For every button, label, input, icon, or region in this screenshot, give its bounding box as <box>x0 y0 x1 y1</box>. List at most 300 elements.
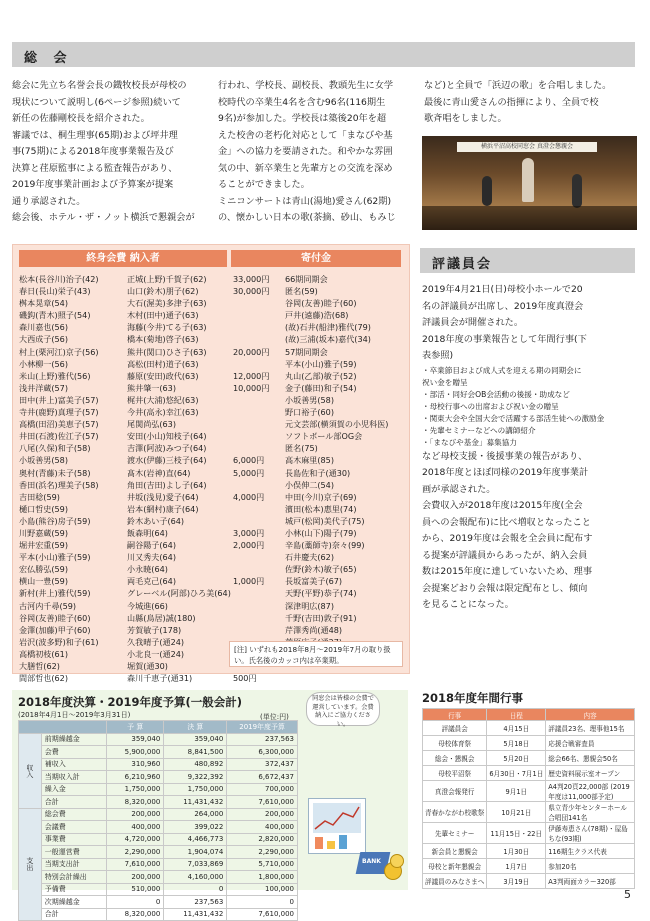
sokai-text-line: ることができました。 <box>218 179 310 190</box>
giin-text-line: 員への会報配布)に比べ増収となったこと <box>422 516 591 528</box>
members-box <box>12 244 410 684</box>
budget-cell: 200,000 <box>107 871 164 884</box>
member-name: 尾関尚弘(63) <box>127 419 176 430</box>
nenkan-cell: 1月7日 <box>487 859 546 874</box>
giin-text-line: 数は2015年度に達していないため、理事 <box>422 566 593 577</box>
giin-bullet: ・関東大会や全国大会で活躍する部活生徒への激励金 <box>422 413 605 423</box>
spacer <box>233 624 285 636</box>
sokai-text-line: 事(75期)による2018年度事業報告及び <box>12 146 174 157</box>
member-name: 久我晴子(通24) <box>127 636 185 647</box>
member-name: グレーベル(阿部)ひろ美(64) <box>127 588 231 599</box>
member-name: 海藤(今井)てる子(63) <box>127 322 207 333</box>
budget-cell: 1,750,000 <box>107 783 164 796</box>
giin-text-line: る提案が評議員からあったが、納入会員 <box>422 549 588 561</box>
member-name: 川野嘉蔵(59) <box>19 527 68 538</box>
giin-bullet: 祝い金を贈呈 <box>422 377 468 387</box>
budget-row <box>19 733 298 746</box>
sokai-column-2 <box>218 78 418 227</box>
spacer <box>233 600 285 612</box>
spacer <box>233 612 285 624</box>
sokai-text-line: 校時代の卒業生4名を含む96名(116期生 <box>218 96 386 108</box>
budget-cell: 会議費 <box>41 821 107 834</box>
nenkan-cell: A4判20頁22,000部 (2019年度は11,000部予定) <box>546 781 635 802</box>
budget-cell: 当期収入計 <box>41 771 107 784</box>
budget-title: 2018年度決算・2019年度予算(一般会計) <box>18 695 243 709</box>
giin-text-line: 2018年度の事業報告として年間行事(下 <box>422 333 587 345</box>
nenkan-cell: 3月19日 <box>487 874 546 889</box>
member-name: 今井(高永)幸江(63) <box>127 407 199 418</box>
budget-cell: 次期繰越金 <box>41 896 107 909</box>
budget-cell: 0 <box>227 896 298 909</box>
nenkan-cell: 伊藤寿恵さん(78期)・屋島ちな(93期) <box>546 823 635 844</box>
bank-label: BANK <box>362 858 381 865</box>
lifetime-fee-header: 終身会費 納入者 <box>19 250 227 267</box>
budget-row <box>19 758 298 771</box>
spacer <box>233 442 285 454</box>
member-name: 高橋初枝(61) <box>19 648 68 659</box>
member-name: 高橋(田沼)美恵子(57) <box>19 419 99 430</box>
spacer <box>233 418 285 430</box>
member-name: 奥村(青藤)未子(58) <box>19 467 91 478</box>
donor-name: 57期同期会 <box>285 346 328 357</box>
budget-row <box>19 908 298 921</box>
budget-cell: 200,000 <box>107 808 164 821</box>
sokai-text-line: など)と全員で「浜辺の歌」を合唱しました。 <box>424 80 612 91</box>
budget-table-wrap <box>18 720 298 921</box>
donation-amount: 12,000円 <box>233 370 270 381</box>
member-name: 岩本(網村)康子(64) <box>127 503 199 514</box>
budget-cell: 9,322,392 <box>164 771 227 784</box>
donor-name: 天野(平野)恭子(74) <box>285 588 357 599</box>
budget-row <box>19 746 298 759</box>
budget-row <box>19 846 298 859</box>
giin-text-line: 2019年4月21日(日)母校小ホールで20 <box>422 284 583 295</box>
spacer <box>233 309 285 321</box>
member-name: 飯森明(64) <box>127 527 168 538</box>
budget-unit: (単位:円) <box>260 713 289 721</box>
chart-bar <box>327 841 335 849</box>
budget-cell: 359,040 <box>164 733 227 746</box>
lifetime-fee-list-2 <box>127 273 233 684</box>
donation-amount: 3,000円 <box>233 527 265 538</box>
member-name: 森川千恵子(通31) <box>127 673 193 684</box>
nenkan-row <box>423 859 635 874</box>
member-name: 熊井肇一(63) <box>127 382 176 393</box>
member-name: 安田(小山)知枝子(64) <box>127 431 207 442</box>
nenkan-row <box>423 823 635 844</box>
budget-cell: 前期繰越金 <box>41 733 107 746</box>
sokai-text-line: 総会後、ホテル・ザ・ノット横浜で懇親会が <box>12 212 195 223</box>
donor-name: 野口裕子(60) <box>285 407 334 418</box>
budget-cell: 特別会計繰出 <box>41 871 107 884</box>
member-name: 間部哲也(62) <box>19 673 68 684</box>
sokai-text-line: 最後に青山愛さんの指揮により、全員で校 <box>424 96 599 108</box>
header-blank <box>19 721 107 734</box>
nenkan-cell: 総会・懇親会 <box>423 751 487 766</box>
donor-name: 小俣伸二(54) <box>285 479 334 490</box>
budget-category: 収入 <box>19 733 42 808</box>
donor-name: 城戸(松岡)美代子(75) <box>285 515 365 526</box>
donor-name: ソフトボール部OG会 <box>285 431 363 442</box>
member-name: 宏仏勝弘(59) <box>19 564 68 575</box>
member-name: 高松(田村)道子(63) <box>127 358 199 369</box>
budget-cell: 400,000 <box>107 821 164 834</box>
bank-illustration <box>356 850 404 880</box>
budget-cell: 2,290,000 <box>227 846 298 859</box>
member-name: 堀井宏重(59) <box>19 540 68 551</box>
budget-row <box>19 858 298 871</box>
nenkan-cell: 1月30日 <box>487 844 546 859</box>
donation-amount: 6,000円 <box>233 455 265 466</box>
nenkan-cell: 参加20名 <box>546 859 635 874</box>
donation-amounts <box>233 273 285 684</box>
donor-name: 高木麻里(85) <box>285 455 334 466</box>
spacer <box>233 430 285 442</box>
giin-bullet: ・部活・同好会OB会活動の後援・助成など <box>422 389 570 399</box>
sokai-text-line: 行われ、学校長、副校長、教頭先生に女学 <box>218 80 394 91</box>
nenkan-row <box>423 844 635 859</box>
donor-name: 金子(藤田)和子(54) <box>285 382 357 393</box>
nenkan-cell: 評議員23名、理事他15名 <box>546 721 635 736</box>
nenkan-cell: 県立青少年センターホール 合唱団141名 <box>546 802 635 823</box>
budget-cell: 6,300,000 <box>227 746 298 759</box>
giin-text-line: 評議員会が開催された。 <box>422 317 524 328</box>
giin-text-line: から、2019年度は会報を全会員に配布す <box>422 533 593 544</box>
nenkan-column-header: 内容 <box>546 709 635 721</box>
budget-row <box>19 871 298 884</box>
member-name: 樋口哲史(59) <box>19 503 68 514</box>
spacer <box>233 563 285 575</box>
member-name: 磯鈎(青木)照子(54) <box>19 310 91 321</box>
member-name: 橋本(菊地)啓子(63) <box>127 334 199 345</box>
nenkan-cell: 総会66名、懇親会50名 <box>546 751 635 766</box>
budget-cell: 8,841,500 <box>164 746 227 759</box>
budget-cell: 7,610,000 <box>227 796 298 809</box>
member-name: 小島(熊谷)房子(59) <box>19 515 91 526</box>
note-label: [注] <box>234 645 247 654</box>
sokai-text-line: 決算と荏原監事による監査報告があり、 <box>12 162 178 174</box>
budget-table <box>18 720 298 921</box>
budget-cell: 400,000 <box>227 821 298 834</box>
singer-figure <box>522 158 534 202</box>
donor-name: 谷岡(友善)睦子(60) <box>285 298 357 309</box>
donor-name: 芹澤秀尚(通48) <box>285 624 343 635</box>
budget-cell: 8,320,000 <box>107 796 164 809</box>
nenkan-row <box>423 751 635 766</box>
budget-row <box>19 883 298 896</box>
donor-list <box>285 273 405 648</box>
nenkan-cell: 10月21日 <box>487 802 546 823</box>
member-name: 小永暁(64) <box>127 564 168 575</box>
member-name: 松本(長谷川)治子(42) <box>19 274 99 284</box>
spacer <box>233 551 285 563</box>
donation-amount: 1,000円 <box>233 576 265 587</box>
donation-amount: 33,000円 <box>233 274 270 284</box>
note-text: いずれも2018年8月〜2019年7月の取り扱い。氏名後のカッコ内は卒業期。 <box>234 645 391 665</box>
nenkan-cell: 評議員会 <box>423 721 487 736</box>
budget-cell: 7,610,000 <box>227 908 298 921</box>
budget-cell: 237,563 <box>227 733 298 746</box>
giin-text-line: 会費収入が2018年度は2015年度(全会 <box>422 500 583 511</box>
budget-cell: 総会費 <box>41 808 107 821</box>
nenkan-row <box>423 874 635 889</box>
donor-name: 66期同期会 <box>285 274 328 284</box>
budget-cell: 100,000 <box>227 883 298 896</box>
lifetime-fee-list-1 <box>19 273 127 684</box>
donor-name: 千野(吉田)敦子(91) <box>285 612 357 623</box>
budget-cell: 補収入 <box>41 758 107 771</box>
budget-cell: 1,750,000 <box>164 783 227 796</box>
nenkan-table-wrap <box>422 708 635 889</box>
nenkan-column-header: 行事 <box>423 709 487 721</box>
budget-column-header: 予 算 <box>107 721 164 734</box>
donation-header: 寄付金 <box>231 250 401 267</box>
spacer <box>233 503 285 515</box>
member-name: 両毛克己(64) <box>127 576 176 587</box>
nenkan-cell: 4月15日 <box>487 721 546 736</box>
member-name: 正城(上野)千賀子(62) <box>127 274 207 284</box>
trend-line-icon <box>313 803 361 833</box>
giin-bullet: ・母校行事への出席および祝い金の贈呈 <box>422 401 559 411</box>
budget-row <box>19 796 298 809</box>
budget-cell: 237,563 <box>164 896 227 909</box>
budget-cell: 予備費 <box>41 883 107 896</box>
member-name: 田中(井上)富美子(57) <box>19 394 99 405</box>
members-note <box>229 641 403 667</box>
member-name: 小林柳一(56) <box>19 358 68 369</box>
member-name: 岩沢(波多野)和子(61) <box>19 636 99 647</box>
budget-cell: 会費 <box>41 746 107 759</box>
donor-name: 丸山(乙部)敏子(52) <box>285 370 357 381</box>
donor-name: 小坂善男(58) <box>285 394 334 405</box>
member-name: 藤原(安田)政代(63) <box>127 370 199 381</box>
sokai-text-line: の、懐かしい日本の歌(茶摘、砂山、もみじ <box>218 212 396 223</box>
guest-figure <box>572 174 582 208</box>
member-name: 平本(小山)雅子(59) <box>19 552 91 563</box>
sokai-text-line: 金」への協力を要請された。和やかな雰囲 <box>218 146 393 157</box>
spacer <box>233 297 285 309</box>
nenkan-cell: 9月1日 <box>487 781 546 802</box>
giin-text-line: 2018年度とほぼ同様の2019年度事業計 <box>422 467 589 478</box>
donation-amount: 20,000円 <box>233 346 270 357</box>
page-number: 5 <box>624 888 631 901</box>
donor-name: 佐野(鈴木)敏子(65) <box>285 564 357 575</box>
member-name: 山縣(鳥居)誠(180) <box>127 612 196 623</box>
member-name: 八尾(久保)和子(58) <box>19 443 91 454</box>
nenkan-row <box>423 781 635 802</box>
member-name: 角田(吉田)よし子(64) <box>127 479 207 490</box>
budget-cell: 372,437 <box>227 758 298 771</box>
budget-cell: 0 <box>107 896 164 909</box>
spacer <box>233 406 285 418</box>
spacer <box>233 358 285 370</box>
member-name: 谷岡(友善)睦子(60) <box>19 612 91 623</box>
budget-cell: 5,710,000 <box>227 858 298 871</box>
nenkan-cell: 先輩セミナー <box>423 823 487 844</box>
donor-name: 辛島(藁師寺)奈々(99) <box>285 540 365 551</box>
donor-name: 匿名(59) <box>285 286 318 297</box>
nenkan-cell: 116期生クラス代表 <box>546 844 635 859</box>
donor-name: 匿名(75) <box>285 443 318 454</box>
member-name: 今城進(66) <box>127 600 168 611</box>
giin-text-line: を見ることになった。 <box>422 599 514 610</box>
nenkan-row <box>423 736 635 751</box>
sokai-column-3 <box>424 78 639 128</box>
budget-cell: 510,000 <box>107 883 164 896</box>
budget-row <box>19 833 298 846</box>
nenkan-cell: 5月20日 <box>487 751 546 766</box>
nenkan-title: 2018年度年間行事 <box>422 691 524 705</box>
donor-name: 平本(小山)雅子(59) <box>285 358 357 369</box>
budget-row <box>19 808 298 821</box>
donor-name: 戸井(遠藤)浩(68) <box>285 310 349 321</box>
member-name: 小坂善男(58) <box>19 455 68 466</box>
nenkan-header-row <box>423 709 635 721</box>
budget-cell: 4,160,000 <box>164 871 227 884</box>
member-name: 堀賀(通30) <box>127 661 168 671</box>
sokai-text-line: 気の中、新卒業生と先輩方との交流を深め <box>218 162 393 174</box>
nenkan-row <box>423 721 635 736</box>
budget-period: (2018年4月1日〜2019年3月31日) <box>18 711 131 719</box>
budget-cell: 7,610,000 <box>107 858 164 871</box>
budget-cell: 200,000 <box>227 808 298 821</box>
member-name: 木村(田中)通子(63) <box>127 310 199 321</box>
budget-cell: 合計 <box>41 796 107 809</box>
nenkan-table <box>422 708 635 889</box>
giin-heading: 評議員会 <box>420 248 635 273</box>
nenkan-cell: 真澄会報発行 <box>423 781 487 802</box>
member-name: 新村(井上)雅代(59) <box>19 588 91 599</box>
budget-column-header: 2019年度予算 <box>227 721 298 734</box>
sokai-text-line: えた校舎の老朽化対応として「まなびや基 <box>218 129 393 141</box>
budget-cell: 5,900,000 <box>107 746 164 759</box>
nenkan-cell: A3判両面カラー320部 <box>546 874 635 889</box>
budget-cell: 480,892 <box>164 758 227 771</box>
chart-bar <box>339 835 347 849</box>
budget-cell: 6,672,437 <box>227 771 298 784</box>
budget-cell: 当期支出計 <box>41 858 107 871</box>
donor-name: 元文芸部(横須賀の小児科医) <box>285 419 389 430</box>
chart-illustration <box>308 798 366 854</box>
donor-name: 中田(今川)京子(69) <box>285 491 357 502</box>
sokai-text-line: 通り承認された。 <box>12 195 86 207</box>
giin-bullet: ・卒業節目および成人式を迎える期の同期会に <box>422 365 582 375</box>
member-name: 川又秀夫(64) <box>127 552 176 563</box>
budget-cell: 1,904,074 <box>164 846 227 859</box>
member-name: 渡水(伊藤)三枝子(64) <box>127 455 207 466</box>
budget-cell: 2,290,000 <box>107 846 164 859</box>
sokai-text-line: 9名)が参加した。学校長は築後20年を超 <box>218 113 387 124</box>
budget-cell: 4,720,000 <box>107 833 164 846</box>
budget-cell: 4,466,773 <box>164 833 227 846</box>
giin-text-line: 画が承認された。 <box>422 483 496 495</box>
donation-amount: 2,000円 <box>233 540 265 551</box>
budget-cell: 7,033,869 <box>164 858 227 871</box>
member-name: 井田(石渡)佐江子(57) <box>19 431 99 442</box>
donor-name: (故)石井(船津)雅代(79) <box>285 322 371 333</box>
nenkan-cell: 母校体育祭 <box>423 736 487 751</box>
member-name: 芳賀敏子(178) <box>127 624 182 635</box>
budget-cell: 11,431,432 <box>164 908 227 921</box>
donor-name: (故)三浦(坂本)嘉代(34) <box>285 334 371 345</box>
giin-bullet: ・先輩セミナーなどへの講師紹介 <box>422 425 536 435</box>
budget-category: 支出 <box>19 808 42 921</box>
member-name: 春日(長山)栄子(43) <box>19 286 91 297</box>
member-name: 横山一豊(59) <box>19 576 68 587</box>
member-name: 吉澤(阿波)みつ子(64) <box>127 443 207 454</box>
budget-row <box>19 821 298 834</box>
giin-bullet: ・「まなびや基金」募集協力 <box>422 437 517 447</box>
sokai-text-line: 現状について説明し(6ページ参照)続いて <box>12 96 181 108</box>
giin-text-line: 名の評議員が出席し、2019年度真澄会 <box>422 300 584 312</box>
member-name: 井坂(浅見)愛子(64) <box>127 491 199 502</box>
budget-cell: 310,960 <box>107 758 164 771</box>
nenkan-cell: 応援合戦審査員 <box>546 736 635 751</box>
sokai-text-line: 歌斉唱をしました。 <box>424 113 507 124</box>
member-name: 森川嘉也(56) <box>19 322 68 333</box>
member-name: 小北良一(通24) <box>127 648 185 659</box>
budget-cell: 700,000 <box>227 783 298 796</box>
audience <box>422 206 637 230</box>
giin-body <box>422 282 638 614</box>
sokai-text-line: 審議では、桐生理事(65期)および坪井理 <box>12 129 178 141</box>
budget-cell: 繰入金 <box>41 783 107 796</box>
budget-panel <box>12 690 408 919</box>
sokai-text-line: 2019年度事業計画および予算案が提案 <box>12 179 174 190</box>
budget-cell: 2,820,000 <box>227 833 298 846</box>
member-name: 金澤(加藤)甲子(60) <box>19 624 91 635</box>
member-name: 梶井(大浦)悠紀(63) <box>127 394 199 405</box>
chart-bar <box>315 837 323 849</box>
nenkan-cell: 青春かながわ校歌祭 <box>423 802 487 823</box>
giin-text-line: 会提案どおり会報は限定配布とし、傾向 <box>422 582 588 594</box>
donation-amount: 5,000円 <box>233 467 265 478</box>
donor-name: 小林(山下)陽子(79) <box>285 527 357 538</box>
donor-name: 濱田(松本)惠里(74) <box>285 503 357 514</box>
budget-cell: 合計 <box>41 908 107 921</box>
member-name: 大西成子(56) <box>19 334 68 345</box>
budget-row <box>19 771 298 784</box>
budget-cell: 399,022 <box>164 821 227 834</box>
coin-icon <box>390 854 404 868</box>
member-name: 寺井(鹿野)真理子(57) <box>19 407 99 418</box>
nenkan-row <box>423 766 635 781</box>
donor-name: 長坂富美子(67) <box>285 576 343 587</box>
guest-figure <box>482 176 492 206</box>
nenkan-column-header: 日程 <box>487 709 546 721</box>
member-name: 鈴木あい子(64) <box>127 515 185 526</box>
member-name: 山口(鈴木)朋子(62) <box>127 286 199 297</box>
nenkan-cell: 歴史資料展示室オープン <box>546 766 635 781</box>
nenkan-cell: 評議員のみなさまへ <box>423 874 487 889</box>
giin-text-line: など母校支援・後援事業の報告があり、 <box>422 450 588 462</box>
donor-name: 石井慶夫(62) <box>285 552 334 563</box>
nenkan-cell: 新会員と懇親会 <box>423 844 487 859</box>
sokai-heading: 総 会 <box>12 42 635 67</box>
nenkan-cell: 5月18日 <box>487 736 546 751</box>
giin-text-line: 表参照) <box>422 350 454 361</box>
budget-column-header: 決 算 <box>164 721 227 734</box>
sokai-text-line: 新任の佐藤剛校長を紹介された。 <box>12 113 150 124</box>
spacer <box>233 394 285 406</box>
member-name: 浅井洋蔵(57) <box>19 382 68 393</box>
budget-cell: 264,000 <box>164 808 227 821</box>
sokai-text-line: ミニコンサートは青山(湯地)愛さん(62期) <box>218 195 392 207</box>
budget-cell: 8,320,000 <box>107 908 164 921</box>
budget-row <box>19 896 298 909</box>
spacer <box>233 515 285 527</box>
member-name: 嗣谷陽子(64) <box>127 540 176 551</box>
